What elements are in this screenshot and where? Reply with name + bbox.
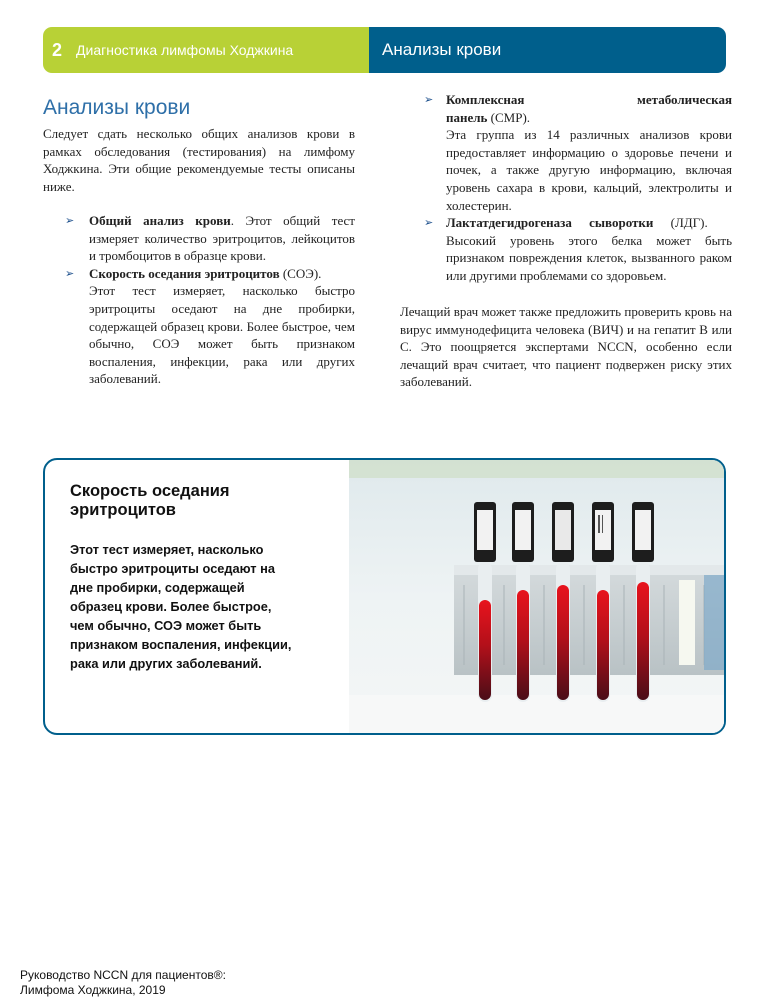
test-list-left xyxy=(43,212,355,388)
section-title: Анализы крови xyxy=(369,27,726,73)
footer-line-2: Лимфома Ходжкина, 2019 xyxy=(20,983,166,997)
intro-paragraph: Следует сдать несколько общих анализов крови в рамках обследования (тестирования) на лимфому Ходжкина. Эти общие рекомендуемые тесты описаны ниже. xyxy=(43,126,355,194)
page-footer xyxy=(20,968,226,998)
footer-line-1: Руководство NCCN для пациентов®: xyxy=(20,968,226,982)
item-abbr: (CMP). xyxy=(487,109,531,125)
item-term: Комплексная метаболическая панель xyxy=(446,92,732,125)
test-list-right xyxy=(400,91,732,285)
item-term: Лактатдегидрогеназа сыворотки xyxy=(446,215,654,231)
item-text: . Этот общий тест измеряет количество эритроцитов, лейкоцитов и тромбоцитов в образце крови. xyxy=(89,213,355,264)
item-term: Скорость оседания эритроцитов xyxy=(89,265,280,281)
arrow-bullet-icon: ➢ xyxy=(65,214,75,227)
chapter-header xyxy=(43,27,726,73)
arrow-bullet-icon: ➢ xyxy=(424,93,434,106)
item-text: Этот тест измеряет, насколько быстро эритроциты оседают на дне пробирки, содержащей образец крови. Более быстрое, чем обычно, СОЭ может быть признаком воспаления, инфекции, рака или других заболеваний. xyxy=(89,283,355,387)
arrow-bullet-icon: ➢ xyxy=(424,216,434,230)
list-item xyxy=(400,214,732,284)
item-abbr: (ЛДГ). xyxy=(653,215,708,231)
page-title: Анализы крови xyxy=(43,96,191,119)
arrow-bullet-icon: ➢ xyxy=(65,266,75,280)
item-text: Высокий уровень этого белка может быть признаком повреждения клеток, вызванного раком или другими проблемами со здоровьем. xyxy=(446,232,732,283)
chapter-title: Диагностика лимфомы Ходжкина xyxy=(76,42,294,58)
chapter-tab xyxy=(43,27,369,73)
list-item xyxy=(43,212,355,265)
callout-body: Этот тест измеряет, насколько быстро эритроциты оседают на дне пробирки, содержащей образец крови. Более быстрое, чем обычно, СОЭ может быть признаком воспаления, инфекции, рака или других заболеваний. xyxy=(70,542,292,671)
list-item xyxy=(43,265,355,388)
callout-title: Скорость оседания эритроцитов xyxy=(70,482,230,519)
tube-rack xyxy=(454,565,726,675)
blood-tubes-photo xyxy=(349,460,726,735)
chapter-number: 2 xyxy=(52,39,63,60)
item-abbr: (СОЭ). xyxy=(279,265,322,281)
item-term: Общий анализ крови xyxy=(89,213,231,228)
list-item xyxy=(400,91,732,214)
callout-box xyxy=(43,458,726,735)
closing-paragraph: Лечащий врач может также предложить проверить кровь на вирус иммунодефицита человека (ВИЧ) и на гепатит В или С. Это поощряется экспертами NCCN, особенно если лечащий врач считает, что пациент подвержен риску этих заболеваний. xyxy=(400,304,732,390)
item-text: Эта группа из 14 различных анализов крови предоставляет информацию о здоровье печени и почек, а также другую информацию, включая уровень сахара в крови, кальций, электролиты и холестерин. xyxy=(446,127,732,213)
